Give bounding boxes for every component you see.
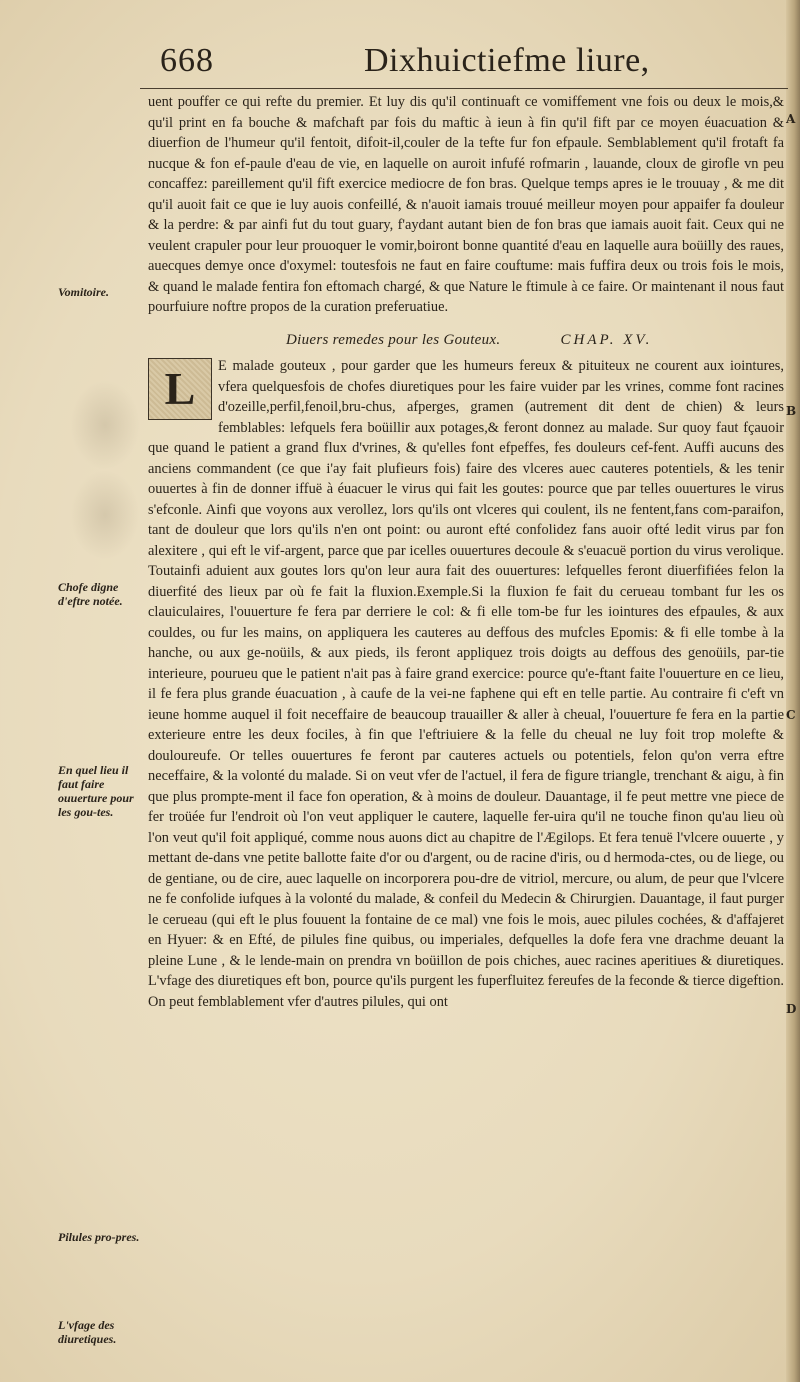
chapter-number: CHAP. XV. [560,331,653,348]
drop-cap [148,358,212,420]
margin-note: L'vfage des diuretiques. [58,1318,117,1346]
paragraph: uent pouffer ce qui refte du premier. Et luy dis qu'il continuaft ce vomiffement vne fois ou deux le mois,& qu'il print en fa bouche & mafchaft par fois du maftic à ieun à fin qu'il fift par ce moyen éuacuation & diuerfion de l'humeur qu'il fentoit, difoit-il,couler de la tefte fur fon efpaule. Semblablement qu'il frotaft fa nucque & fon ef-paule d'eau de vie, en laquelle on auroit infufé rofmarin , lauande, cloux de girofle vn peu concaffez: pareillement qu'il fift exercice mediocre de fon bras. Quelque temps apres ie le trouuay , & me dit qu'il auoit fait ce que ie luy auois confeillé, & n'auoit iamais trouué meilleur moyen pour appaifer fa douleur & la perdre: & par ainfi fut du tout guary, f'aydant autant bien de fon bras que iamais auoit fait. Ceux qui ne veulent crapuler pour leur prouoquer le vomir,boiront bonne quantité d'eau en laquelle aura boüilly des raues, auecques demye once d'oxymel: toutesfois ne faut en faire couftume: mais fuffira deux ou trois fois le mois, & quand le malade fentira fon eftomach chargé, & que Nature le ftimule à ce faire. Or maintenant il nous faut pourfuiure noftre propos de la curation preferuatiue. [148,94,784,315]
running-title: Dixhuictiefme liure, [364,42,650,79]
margin-note: Chofe digne d'eftre notée. [58,580,123,608]
bleed-through-mark [70,470,140,560]
header-rule [140,88,788,89]
page-edge [786,0,800,1382]
side-letter: D [786,1002,797,1016]
margin-note: En quel lieu il faut faire ouuerture pour les gou-tes. [58,763,134,819]
main-text [148,92,784,1012]
side-letter: C [786,708,796,722]
chapter-title: Diuers remedes pour les Gouteux. [286,331,501,348]
paragraph: E malade gouteux , pour garder que les humeurs fereux & pituiteux ne courent aux iointures, vfera quelquesfois de chofes diuretiques pour les faire vuider par les vrines, comme font racines d'ozeille,perfil,fenoil,bru-chus, afperges, gramen (autrement dit dent de chien) & leurs femblables: lefquels fera boüillir aux potages,& feront donnez au malade. Sur quoy faut fçauoir que quand le patient a grand flux d'vrines, & qu'elles font efpeffes, fes douleurs cef-fent. Auffi aucuns des anciens commandent (ce que i'ay fait plufieurs fois) faire des vlceres auec cauteres potentiels, & les tenir ouuertes à fin de donner iffuë à éuacuer le virus qui fait les goutes: pource que par telles ouuertures le virus s'efconle. Ainfi que voyons aux verollez, lors qu'ils ont vlceres qui coulent, ils ne fentent,fans com-paraifon, tant de douleur que lors qu'ils n'en ont point: ou auront efté confolidez fans auoir ofté ledit virus par fon alexitere , qui eft le vif-argent, parce que par icelles ouuertures decoule & s'euacuë portion du virus verolique. Toutainfi aduient aux goutes lors qu'on leur aura fait des ouuertures: lefquelles feront diuerfifiées felon la diuerfité des lieux par où fe fait la fluxion.Exemple.Si la fluxion fe fait du cerueau tombant fur les os clauiculaires, l'ouuerture fe fera par derriere le col: & fi elle tom-be fur les iointures des efpaules, & aux couldes, ou fur les mains, on appliquera les cauteres au deffous des mufcles Epomis: & fi elle tombe à la hanche, ou aux ge-noüils, & aux pieds, ils feront appliquez trois doigts au deffous des genoüils, par-tie interieure, pourueu que le patient n'ait pas à faire grand exercice: pource qu'e-ftant faite l'ouuerture en ce lieu, il fe fera plus grande éuacuation , à caufe de la vei-ne faphene qui eft en telle partie. Au contraire fi c'eft vn ieune homme auquel il foit neceffaire de beaucoup trauailler & aller à cheual, l'ouuerture fe fera en la partie exterieure entre les deux fociles, à fin que l'eftriuiere & la felle du cheual ne luy foit trop molefte & douloureufe. Or telles ouuertures fe feront par cauteres actuels ou potentiels, felon qu'on verra eftre neceffaire, & la volonté du malade. Si on veut vfer de l'actuel, il fera de figure triangle, trenchant & aigu, à fin que plus prompte-ment il face fon operation, & à moins de douleur. Dauantage, il fe peut mettre vne piece de fer troüée fur l'endroit où l'on veut appliquer le cautere, laquelle fer-uira qu'il ne touche finon qu'au lieu où l'on veut qu'il foit appliqué, comme nous auons dict au chapitre de l'Ægilops. Et fera tenuë l'vlcere ouuerte , y mettant de-dans vne petite ballotte faite d'or ou d'argent, ou de racine d'iris, ou d hermoda-ctes, ou de liege, ou de gentiane, ou de cire, auec laquelle on incorporera pou-dre de vitriol, mercure, ou alum, de peur que l'vlcere ne fe confolide iufques à la volonté du malade, & confeil du Medecin & Chirurgien. Dauantage, il faut purger le cerueau (qui eft le plus fouuent la fontaine de ce mal) vne fois le mois, auec pilules cochées, & d'affajeret en Hyuer: & en Efté, de pilules fine quibus, ou imperiales, defquelles la dofe fera vne drachme deuant la pleine Lune , & le lende-main on prendra vn boüillon de pois chiches, auec racines aperitiues & diuretiques. L'vfage des diuretiques eft bon, pource qu'ils purgent les fuperfluitez fereufes de la feconde & tierce digeftion. On peut femblablement vfer d'autres pilules, qui ont [148,358,784,1010]
bleed-through-mark [70,380,140,470]
page-header [0,42,800,92]
side-letter: B [786,404,797,418]
margin-note: Pilules pro-pres. [58,1230,140,1244]
chapter-heading [148,330,784,351]
page-number: 668 [160,42,214,79]
side-letter: A [786,112,796,126]
margin-note: Vomitoire. [58,285,110,299]
drop-cap-letter: L [164,363,196,414]
